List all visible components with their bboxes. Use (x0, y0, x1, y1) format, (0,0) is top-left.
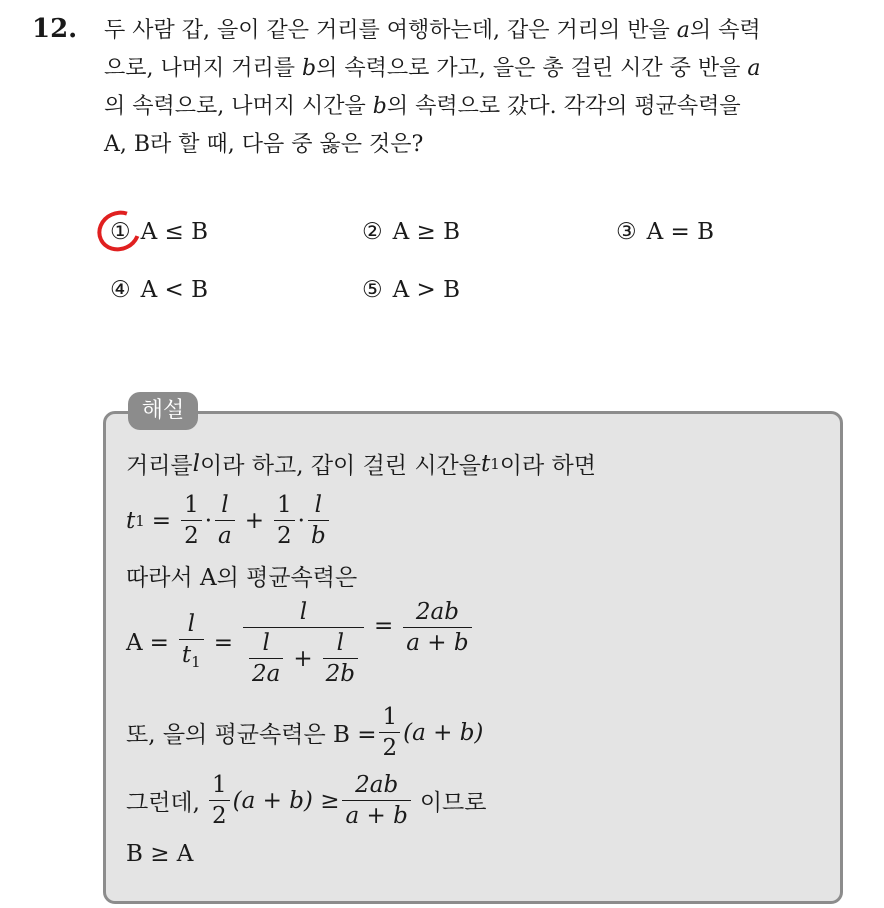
text: 또, 을의 평균속력은 B = (126, 722, 377, 748)
denominator: 2 (277, 523, 292, 549)
question-number: 12. (32, 14, 78, 44)
explanation-line-2 (126, 490, 332, 551)
numerator: 1 (184, 492, 199, 518)
explanation-tab-label: 해설 (128, 392, 198, 430)
choice-2[interactable] (362, 219, 460, 245)
fraction-half (181, 490, 202, 551)
var-t: t (480, 450, 491, 477)
plus-sign: + (244, 507, 265, 534)
fraction-half (274, 490, 295, 551)
question-line-3-tail: 의 속력으로 갔다. 각각의 평균속력을 (386, 94, 741, 119)
text: 거리를 (126, 453, 193, 479)
text: 이므로 (419, 790, 487, 816)
text: 이라 하고, 갑이 걸린 시간을 (200, 453, 481, 479)
numerator: 2ab (355, 772, 399, 798)
dot-operator: · (204, 507, 213, 534)
var-t: t (126, 507, 136, 534)
question-line-3-text: 의 속력으로, 나머지 시간을 (104, 94, 373, 119)
question-line-1-text: 두 사람 갑, 을이 같은 거리를 여행하는데, 갑은 거리의 반을 (104, 18, 677, 43)
equals-sign: = (373, 613, 394, 639)
fraction-half (379, 702, 400, 763)
fraction-compound (243, 597, 364, 689)
var-l: l (192, 450, 201, 477)
explanation-line-3: 따라서 A의 평균속력은 (126, 565, 358, 591)
numerator: l (262, 630, 270, 656)
text: (a + b) (403, 719, 484, 746)
equals-sign: = (213, 630, 233, 656)
fraction-l-over-2a (249, 628, 283, 689)
denominator: a + b (406, 630, 469, 656)
equals-sign: = (151, 507, 172, 534)
numerator: l (314, 492, 323, 518)
denominator (243, 628, 364, 689)
numerator: 1 (382, 704, 398, 730)
numerator: 2ab (415, 599, 459, 625)
choice-text: A ≥ B (392, 219, 461, 245)
subscript: 1 (135, 511, 145, 530)
subscript: 1 (191, 653, 201, 671)
choice-text: A = B (646, 219, 715, 245)
var-a: a (676, 18, 690, 43)
var-b: b (372, 94, 387, 119)
choice-text: A < B (140, 277, 209, 303)
choice-1[interactable] (110, 219, 208, 245)
var-b: b (302, 56, 317, 81)
fraction-half (209, 770, 230, 831)
question-text (104, 12, 864, 164)
denominator: 2b (325, 661, 355, 687)
fraction-l-over-b (308, 490, 329, 551)
explanation-line-6 (126, 770, 486, 831)
choice-number: ⑤ (362, 277, 383, 303)
var-t: t (181, 642, 192, 668)
question-line-3 (104, 88, 864, 126)
equals-sign: = (149, 630, 169, 656)
denominator: 2 (211, 803, 227, 829)
choice-text: A > B (392, 277, 461, 303)
denominator: a + b (345, 803, 408, 829)
denominator: 2 (382, 735, 398, 761)
fraction-l-over-t1 (179, 609, 204, 677)
fraction-l-over-a (215, 490, 235, 551)
text: 이라 하면 (499, 453, 596, 479)
explanation-line-5 (126, 702, 483, 763)
choice-number: ③ (616, 219, 637, 245)
explanation-line-7: B ≥ A (126, 841, 194, 867)
dot-operator: · (297, 507, 305, 534)
numerator: l (221, 492, 229, 518)
plus-sign: + (293, 645, 313, 672)
question-line-1 (104, 12, 864, 50)
denominator: b (310, 523, 326, 549)
choice-4[interactable] (110, 277, 208, 303)
question-line-1-tail: 의 속력 (689, 18, 761, 43)
choice-5[interactable] (362, 277, 460, 303)
question-line-2-mid: 의 속력으로 가고, 을은 총 걸린 시간 중 반을 (316, 56, 748, 81)
denominator: 2a (251, 661, 281, 687)
denominator: 2 (184, 523, 199, 549)
numerator: l (187, 611, 195, 637)
choice-3[interactable] (616, 219, 714, 245)
choice-number: ① (110, 219, 131, 245)
subscript: 1 (490, 454, 500, 473)
question-line-4: A, B라 할 때, 다음 중 옳은 것은? (104, 132, 424, 157)
text: 그런데, (126, 790, 200, 816)
explanation-line-4 (126, 597, 475, 689)
numerator: l (299, 599, 308, 625)
fraction-2ab-over-a-plus-b (342, 770, 410, 831)
choice-number: ④ (110, 277, 131, 303)
numerator: l (336, 630, 344, 656)
explanation-line-1 (126, 447, 596, 480)
denominator: a (218, 523, 232, 549)
question-line-2-text: 으로, 나머지 거리를 (104, 56, 302, 81)
numerator: 1 (211, 772, 227, 798)
question-line-2 (104, 50, 864, 88)
choice-text: A ≤ B (140, 219, 209, 245)
denominator (179, 640, 204, 677)
numerator: 1 (277, 492, 292, 518)
choice-number: ② (362, 219, 383, 245)
var-a: a (747, 56, 761, 81)
var-A: A (126, 630, 143, 656)
text: (a + b) ≥ (232, 787, 340, 814)
fraction-2ab-over-a-plus-b (403, 597, 471, 658)
fraction-l-over-2b (323, 628, 358, 689)
